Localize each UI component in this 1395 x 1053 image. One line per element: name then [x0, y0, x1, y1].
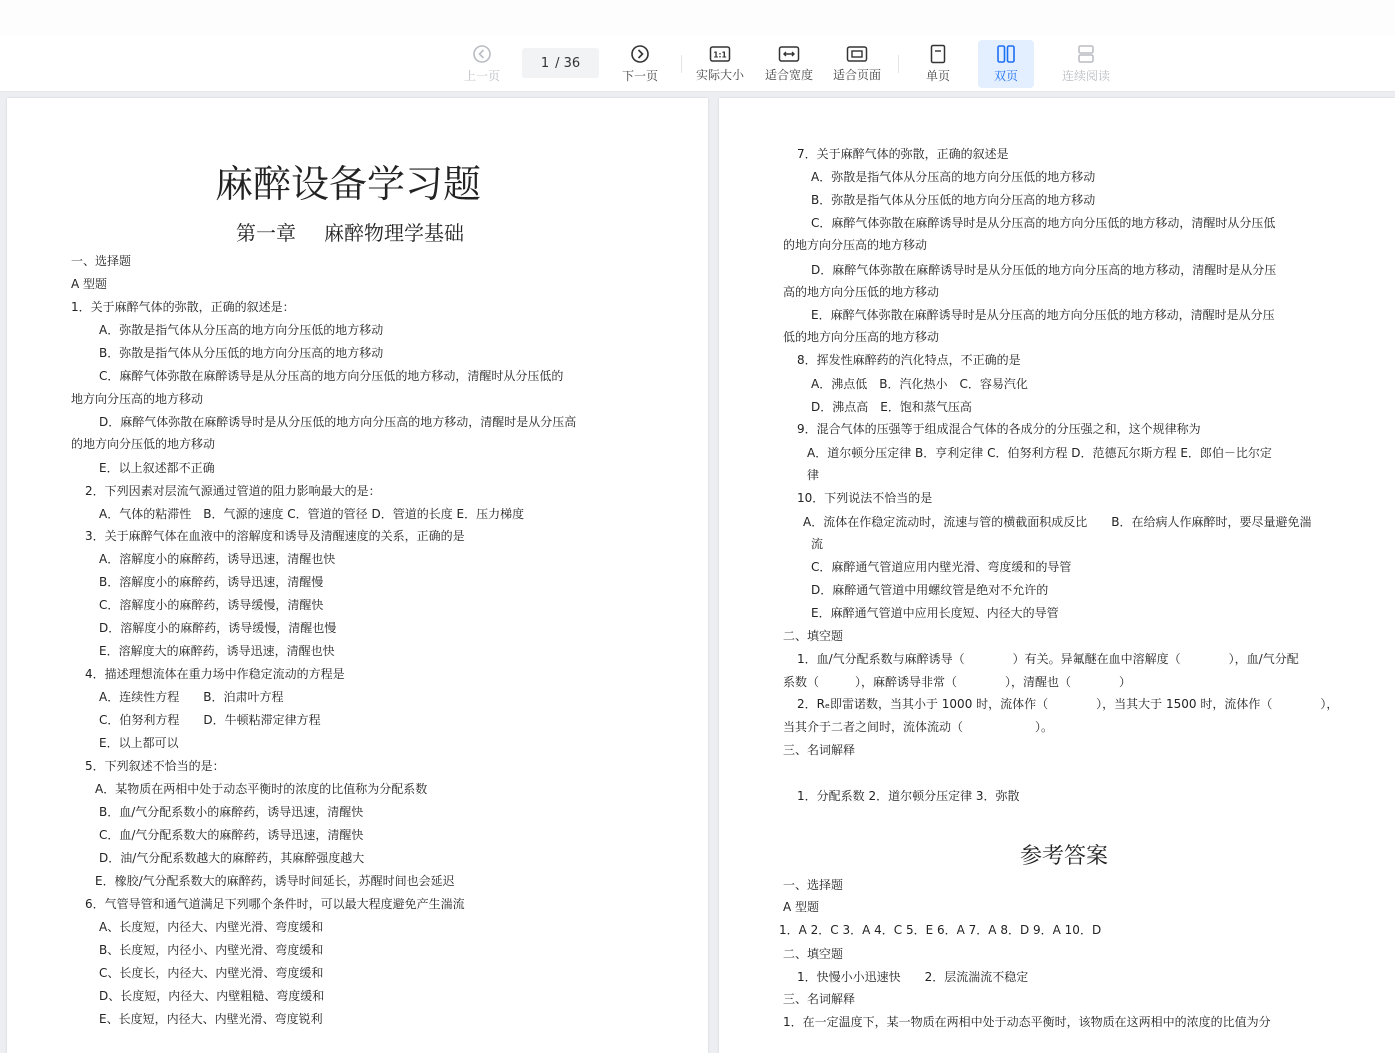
chapter-number: 第一章	[236, 221, 296, 245]
fit-width-icon	[778, 45, 800, 63]
fit-page-label: 适合页面	[832, 68, 881, 82]
text-line: A．流体在作稳定流动时，流速与管的横截面积成反比 B．在给病人作麻醉时，要尽量避免湍	[803, 515, 1312, 529]
text-line: A．溶解度小的麻醉药，诱导迅速，清醒也快	[99, 552, 336, 566]
prev-page-label: 上一页	[463, 69, 500, 83]
text-line: E．溶解度大的麻醉药，诱导迅速，清醒也快	[99, 644, 335, 658]
window-top-strip	[0, 0, 1395, 36]
text-line: 一、选择题	[783, 878, 844, 892]
current-page-input[interactable]: 1	[540, 55, 550, 71]
document-title: 麻醉设备学习题	[214, 162, 481, 206]
text-line: D．麻醉通气管道中用螺纹管是绝对不允许的	[811, 583, 1049, 597]
text-line: 6．气管导管和通气道满足下列哪个条件时，可以最大程度避免产生湍流	[85, 897, 465, 911]
actual-size-button[interactable]	[693, 36, 747, 92]
fit-width-button[interactable]	[762, 36, 816, 92]
chapter-heading	[7, 217, 693, 246]
single-page-label: 单页	[925, 69, 950, 83]
double-page-icon	[996, 44, 1016, 64]
text-line: 1．在一定温度下，某一物质在两相中处于动态平衡时，该物质在这两相中的浓度的比值为分	[783, 1015, 1271, 1029]
text-line: A．弥散是指气体从分压高的地方向分压低的地方移动	[99, 323, 384, 337]
text-line: E．以上都可以	[99, 736, 179, 750]
text-line: A．弥散是指气体从分压高的地方向分压低的地方移动	[811, 170, 1096, 184]
chapter-name: 麻醉物理学基础	[324, 221, 464, 245]
continuous-reading-icon	[1076, 44, 1096, 64]
text-line: 1．A 2．C 3．A 4．C 5．E 6．A 7．A 8．D 9．A 10．D	[779, 923, 1102, 937]
document-page-right	[719, 98, 1395, 1053]
fit-page-icon	[846, 45, 868, 63]
text-line: C．麻醉气体弥散在麻醉诱导是从分压高的地方向分压低的地方移动，清醒时从分压低的	[99, 369, 564, 383]
double-page-button[interactable]	[978, 40, 1034, 88]
next-page-label: 下一页	[621, 69, 658, 83]
single-page-icon	[929, 44, 947, 64]
page-number-box[interactable]	[522, 48, 599, 78]
continuous-reading-label: 连续阅读	[1061, 69, 1110, 83]
text-line: D．沸点高 E．饱和蒸气压高	[811, 400, 972, 414]
text-line: 一、选择题	[71, 254, 132, 268]
text-line: 系数（ ），麻醉诱导非常（ ），清醒也（ ）	[783, 675, 1132, 689]
text-line: 的地方向分压低的地方移动	[71, 437, 216, 451]
fit-width-label: 适合宽度	[764, 68, 813, 82]
text-line: C．伯努利方程 D．牛顿粘滞定律方程	[99, 713, 321, 727]
text-line: 高的地方向分压低的地方移动	[783, 285, 940, 299]
text-line: 律	[807, 468, 820, 482]
actual-size-icon	[709, 45, 731, 63]
text-line: 1．快慢小小迅速快 2．层流湍流不稳定	[797, 970, 1029, 984]
text-line: B．弥散是指气体从分压低的地方向分压高的地方移动	[99, 346, 384, 360]
text-line: D．油/气分配系数越大的麻醉药，其麻醉强度越大	[99, 851, 365, 865]
text-line: 7．关于麻醉气体的弥散，正确的叙述是	[797, 147, 1009, 161]
text-line: 流	[811, 537, 824, 551]
text-line: A．连续性方程 B．泊肃叶方程	[99, 690, 284, 704]
text-line: E、长度短，内径大、内壁光滑、弯度锐利	[99, 1012, 323, 1026]
text-line: 二、填空题	[783, 629, 844, 643]
text-line: B．血/气分配系数小的麻醉药，诱导迅速，清醒快	[99, 805, 364, 819]
text-line: 1．分配系数 2．道尔顿分压定律 3．弥散	[797, 789, 1020, 803]
text-line: 3．关于麻醉气体在血液中的溶解度和诱导及清醒速度的关系，正确的是	[85, 529, 465, 543]
continuous-reading-button[interactable]	[1058, 36, 1114, 92]
text-line: D．溶解度小的麻醉药，诱导缓慢，清醒也慢	[99, 621, 337, 635]
actual-size-label: 实际大小	[695, 68, 744, 82]
text-line: A．某物质在两相中处于动态平衡时的浓度的比值称为分配系数	[95, 782, 428, 796]
single-page-button[interactable]	[913, 36, 963, 92]
text-line: B、长度短，内径小、内壁光滑、弯度缓和	[99, 943, 324, 957]
text-line: 三、名词解释	[783, 743, 856, 757]
text-line: 5．下列叙述不恰当的是：	[85, 759, 225, 773]
text-line: 当其介于二者之间时，流体流动（ ）。	[783, 720, 1054, 734]
text-line: 地方向分压高的地方移动	[71, 392, 204, 406]
text-line: D．麻醉气体弥散在麻醉诱导时是从分压低的地方向分压高的地方移动，清醒时是从分压	[811, 263, 1277, 277]
text-line: A．气体的粘滞性 B．气源的速度 C．管道的管径 D．管道的长度 E．压力梯度	[99, 507, 525, 521]
text-line: E．以上叙述都不正确	[99, 461, 215, 475]
text-line: 10．下列说法不恰当的是	[797, 491, 933, 505]
toolbar-divider	[898, 55, 899, 73]
text-line: 2．Rₑ即雷诺数，当其小于 1000 时，流体作（ ），当其大于 1500 时，流体作（ ），	[797, 697, 1339, 711]
viewer-toolbar	[0, 36, 1395, 92]
text-line: 二、填空题	[783, 947, 844, 961]
chevron-left-circle-icon	[472, 44, 492, 64]
text-line: C．麻醉气体弥散在麻醉诱导时是从分压高的地方向分压低的地方移动，清醒时从分压低	[811, 216, 1276, 230]
page-separator: /	[555, 55, 560, 71]
text-line: C．溶解度小的麻醉药，诱导缓慢，清醒快	[99, 598, 324, 612]
text-line: D、长度短，内径大、内壁粗糙、弯度缓和	[99, 989, 325, 1003]
text-line: E．麻醉气体弥散在麻醉诱导时是从分压高的地方向分压低的地方移动，清醒时是从分压	[811, 308, 1275, 322]
text-line: A 型题	[71, 277, 108, 291]
text-line: C．血/气分配系数大的麻醉药，诱导迅速，清醒快	[99, 828, 364, 842]
prev-page-button[interactable]	[457, 36, 507, 92]
svg-text:1:1: 1:1	[713, 50, 727, 60]
text-line: 1．血/气分配系数与麻醉诱导（ ）有关。异氟醚在血中溶解度（ ），血/气分配	[797, 652, 1299, 666]
text-line: C、长度长，内径大、内壁光滑、弯度缓和	[99, 966, 324, 980]
text-line: 4．描述理想流体在重力场中作稳定流动的方程是	[85, 667, 345, 681]
text-line: C．麻醉通气管道应用内壁光滑、弯度缓和的导管	[811, 560, 1072, 574]
text-line: A、长度短，内径大、内壁光滑、弯度缓和	[99, 920, 324, 934]
text-line: A．道尔顿分压定律 B．亨利定律 C．伯努利方程 D．范德瓦尔斯方程 E．郎伯－比尔定	[807, 446, 1272, 460]
answer-title: 参考答案	[1019, 844, 1108, 869]
total-pages: 36	[563, 55, 581, 71]
text-line: 8．挥发性麻醉药的汽化特点，不正确的是	[797, 353, 1021, 367]
double-page-label: 双页	[993, 69, 1018, 83]
next-page-button[interactable]	[615, 36, 665, 92]
document-page-left	[7, 98, 708, 1053]
text-line: 三、名词解释	[783, 992, 856, 1006]
chevron-right-circle-icon	[630, 44, 650, 64]
text-line: A 型题	[783, 900, 820, 914]
fit-page-button[interactable]	[830, 36, 884, 92]
text-line: D．麻醉气体弥散在麻醉诱导时是从分压低的地方向分压高的地方移动，清醒时是从分压高	[99, 415, 577, 429]
text-line: A．沸点低 B．汽化热小 C．容易汽化	[811, 377, 1028, 391]
text-line: 9．混合气体的压强等于组成混合气体的各成分的分压强之和，这个规律称为	[797, 422, 1201, 436]
text-line: 1．关于麻醉气体的弥散，正确的叙述是：	[71, 300, 295, 314]
text-line: 2．下列因素对层流气源通过管道的阻力影响最大的是：	[85, 484, 381, 498]
text-line: 的地方向分压高的地方移动	[783, 238, 928, 252]
text-line: B．弥散是指气体从分压低的地方向分压高的地方移动	[811, 193, 1096, 207]
text-line: 低的地方向分压高的地方移动	[783, 330, 940, 344]
toolbar-divider	[681, 55, 682, 73]
text-line: E．麻醉通气管道中应用长度短、内径大的导管	[811, 606, 1059, 620]
text-line: B．溶解度小的麻醉药，诱导迅速，清醒慢	[99, 575, 324, 589]
text-line: E．橡胶/气分配系数大的麻醉药，诱导时间延长，苏醒时间也会延迟	[95, 874, 455, 888]
